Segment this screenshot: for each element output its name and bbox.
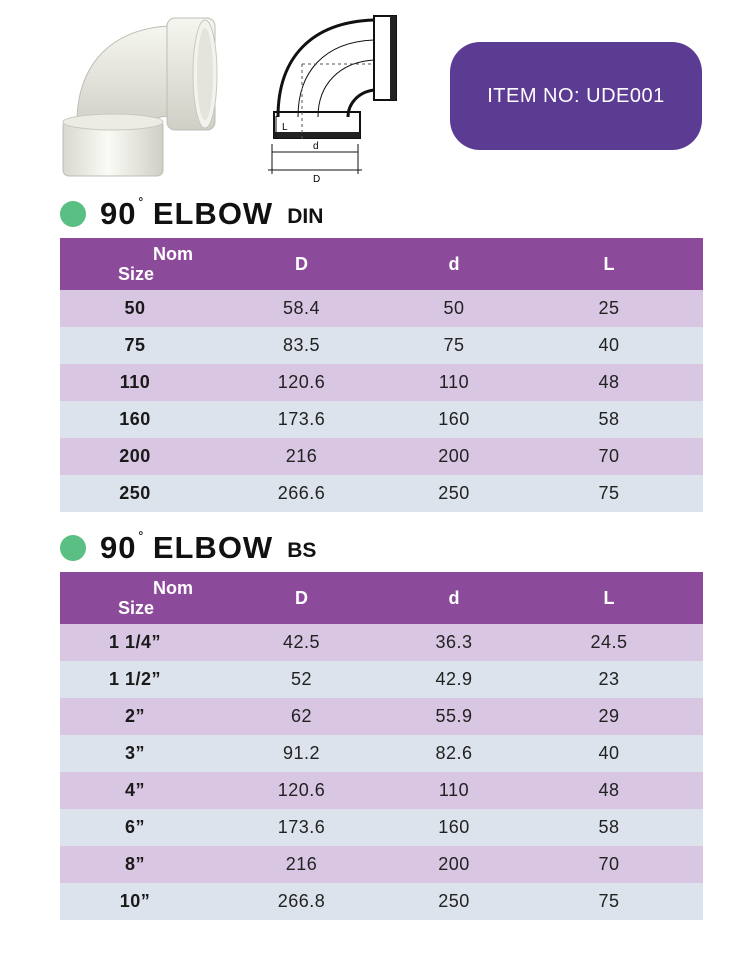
- section-title-number: 90: [100, 196, 137, 231]
- cell-size: 160: [60, 401, 210, 438]
- table-header-row: [60, 238, 703, 290]
- header-nom-size: Nom Size: [60, 572, 210, 624]
- cell-L: 29: [515, 698, 703, 735]
- section-title-degree: ˚: [138, 531, 145, 548]
- section-standard: BS: [287, 539, 317, 562]
- table-row: [60, 661, 703, 698]
- header-L: L: [515, 572, 703, 624]
- cell-L: 70: [515, 438, 703, 475]
- cell-d: 200: [393, 846, 515, 883]
- cell-size: 2”: [60, 698, 210, 735]
- cell-L: 75: [515, 883, 703, 920]
- header-d: d: [393, 238, 515, 290]
- cell-size: 6”: [60, 809, 210, 846]
- header-nom-size: Nom Size: [60, 238, 210, 290]
- cell-D: 173.6: [210, 401, 393, 438]
- cell-d: 36.3: [393, 624, 515, 661]
- table-row: [60, 735, 703, 772]
- section-title-degree: ˚: [138, 197, 145, 214]
- din-spec-table: [60, 238, 703, 512]
- bullet-dot-icon: [60, 201, 86, 227]
- table-row: [60, 438, 703, 475]
- cell-size: 200: [60, 438, 210, 475]
- drawing-label-D: D: [313, 174, 321, 185]
- cell-D: 52: [210, 661, 393, 698]
- cell-L: 48: [515, 772, 703, 809]
- cell-L: 40: [515, 735, 703, 772]
- cell-size: 4”: [60, 772, 210, 809]
- table-row: [60, 475, 703, 512]
- section-standard: DIN: [287, 205, 324, 228]
- cell-d: 250: [393, 883, 515, 920]
- cell-D: 91.2: [210, 735, 393, 772]
- cell-d: 160: [393, 401, 515, 438]
- section-title-number: 90: [100, 530, 137, 565]
- cell-D: 120.6: [210, 772, 393, 809]
- header-D: D: [210, 572, 393, 624]
- bullet-dot-icon: [60, 535, 86, 561]
- elbow-product-image: [55, 12, 225, 182]
- table-header-row: [60, 572, 703, 624]
- cell-D: 173.6: [210, 809, 393, 846]
- cell-size: 110: [60, 364, 210, 401]
- cell-D: 83.5: [210, 327, 393, 364]
- cell-size: 3”: [60, 735, 210, 772]
- cell-d: 250: [393, 475, 515, 512]
- cell-L: 40: [515, 327, 703, 364]
- cell-L: 75: [515, 475, 703, 512]
- cell-d: 82.6: [393, 735, 515, 772]
- cell-D: 266.6: [210, 475, 393, 512]
- table-row: [60, 290, 703, 327]
- cell-d: 50: [393, 290, 515, 327]
- item-number-badge: [450, 42, 702, 150]
- cell-d: 42.9: [393, 661, 515, 698]
- table-row: [60, 327, 703, 364]
- cell-size: 8”: [60, 846, 210, 883]
- cell-d: 110: [393, 364, 515, 401]
- section-title-din: [60, 196, 323, 232]
- section-title-bs: [60, 530, 316, 566]
- cell-d: 55.9: [393, 698, 515, 735]
- cell-D: 266.8: [210, 883, 393, 920]
- table-row: [60, 772, 703, 809]
- table-row: [60, 624, 703, 661]
- cell-L: 24.5: [515, 624, 703, 661]
- item-number-text: ITEM NO: UDE001: [487, 84, 665, 107]
- cell-d: 160: [393, 809, 515, 846]
- drawing-label-d: d: [313, 141, 319, 152]
- cell-L: 58: [515, 809, 703, 846]
- header-D: D: [210, 238, 393, 290]
- cell-size: 1 1/2”: [60, 661, 210, 698]
- cell-D: 120.6: [210, 364, 393, 401]
- header-L: L: [515, 238, 703, 290]
- cell-size: 1 1/4”: [60, 624, 210, 661]
- cell-d: 200: [393, 438, 515, 475]
- section-title-name: ELBOW: [152, 530, 274, 565]
- table-row: [60, 698, 703, 735]
- cell-D: 62: [210, 698, 393, 735]
- cell-size: 250: [60, 475, 210, 512]
- cell-D: 42.5: [210, 624, 393, 661]
- bs-spec-table: [60, 572, 703, 920]
- cell-size: 75: [60, 327, 210, 364]
- cell-D: 58.4: [210, 290, 393, 327]
- drawing-label-L: L: [282, 122, 288, 133]
- cell-size: 50: [60, 290, 210, 327]
- table-row: [60, 883, 703, 920]
- elbow-dimension-drawing: [262, 12, 408, 187]
- cell-D: 216: [210, 846, 393, 883]
- cell-D: 216: [210, 438, 393, 475]
- section-title-name: ELBOW: [152, 196, 274, 231]
- cell-L: 58: [515, 401, 703, 438]
- cell-size: 10”: [60, 883, 210, 920]
- cell-L: 70: [515, 846, 703, 883]
- header-d: d: [393, 572, 515, 624]
- cell-d: 75: [393, 327, 515, 364]
- cell-L: 23: [515, 661, 703, 698]
- table-row: [60, 846, 703, 883]
- cell-L: 48: [515, 364, 703, 401]
- cell-d: 110: [393, 772, 515, 809]
- table-row: [60, 364, 703, 401]
- table-row: [60, 401, 703, 438]
- cell-L: 25: [515, 290, 703, 327]
- table-row: [60, 809, 703, 846]
